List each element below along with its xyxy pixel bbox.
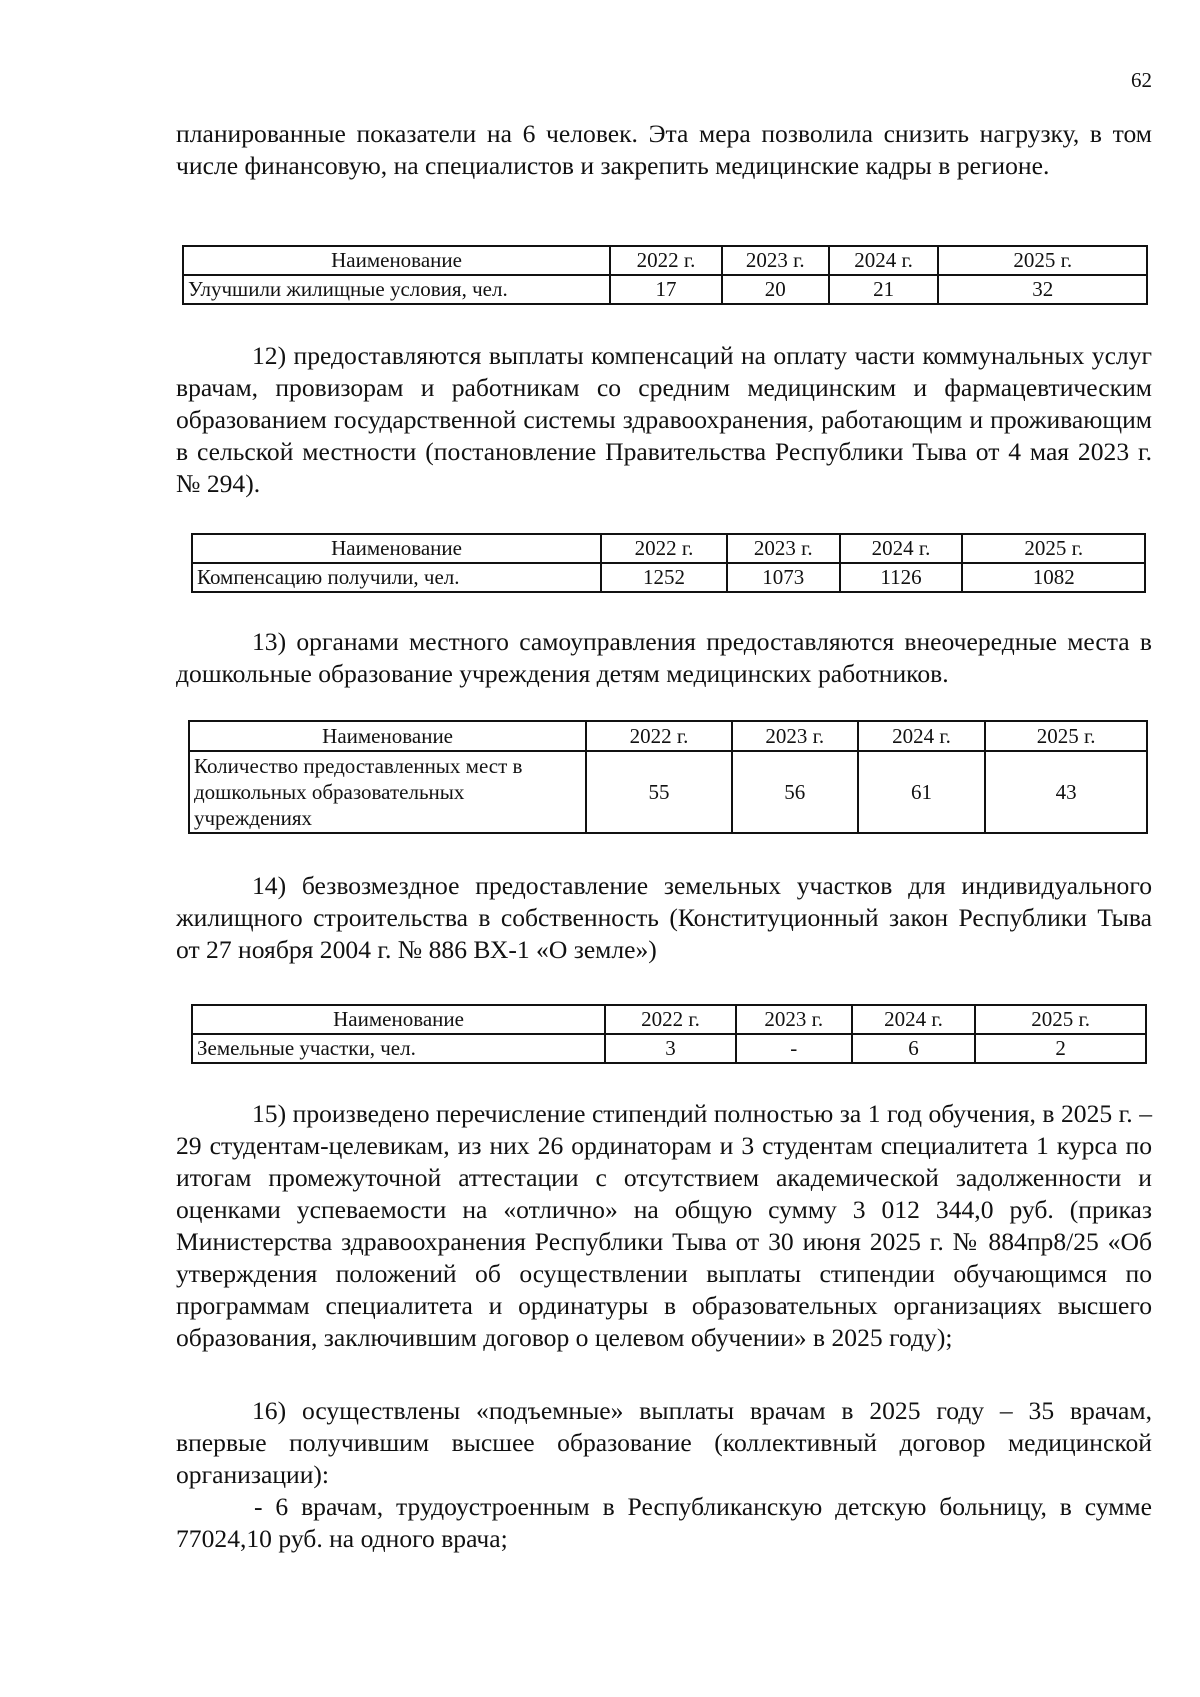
table-row <box>189 751 1147 833</box>
table-row <box>192 1034 1146 1063</box>
table-cell: Земельные участки, чел. <box>192 1034 605 1063</box>
paragraph-16: 16) осуществлены «подъемные» выплаты врачам в 2025 году – 35 врачам, впервые получившим высшее образование (коллективный договор медицинской организации): <box>176 1396 1152 1489</box>
paragraph-13: 13) органами местного самоуправления предоставляются внеочередные места в дошкольные образование учреждения детям медицинских работников. <box>176 627 1152 688</box>
table-cell: 1126 <box>840 563 963 592</box>
table-cell: 43 <box>985 751 1147 833</box>
table-header-row <box>192 1005 1146 1034</box>
header-cell: 2024 г. <box>829 246 939 275</box>
header-cell: 2022 г. <box>601 534 727 563</box>
header-cell: 2024 г. <box>852 1005 976 1034</box>
header-cell: Наименование <box>183 246 610 275</box>
table-compensation <box>191 533 1146 593</box>
table-cell: Улучшили жилищные условия, чел. <box>183 275 610 304</box>
table-cell: 2 <box>975 1034 1146 1063</box>
table-land <box>191 1004 1147 1064</box>
header-cell: Наименование <box>189 721 586 751</box>
header-cell: 2023 г. <box>736 1005 852 1034</box>
table-cell: 6 <box>852 1034 976 1063</box>
header-cell: 2025 г. <box>975 1005 1146 1034</box>
table-cell: 1252 <box>601 563 727 592</box>
header-cell: Наименование <box>192 1005 605 1034</box>
header-cell: Наименование <box>192 534 601 563</box>
table-cell: 32 <box>938 275 1147 304</box>
table-housing <box>182 245 1148 305</box>
header-cell: 2024 г. <box>840 534 963 563</box>
table-cell: 1073 <box>727 563 840 592</box>
table-cell: 17 <box>610 275 722 304</box>
header-cell: 2022 г. <box>586 721 732 751</box>
table-cell: 56 <box>732 751 858 833</box>
table-row <box>183 275 1147 304</box>
table-cell: - <box>736 1034 852 1063</box>
table-cell: 1082 <box>962 563 1145 592</box>
table-row <box>192 563 1145 592</box>
table-cell: Количество предоставленных мест в дошкольных образовательных учреждениях <box>189 751 586 833</box>
table-cell: 3 <box>605 1034 736 1063</box>
paragraph-16-list-item: - 6 врачам, трудоустроенным в Республиканскую детскую больницу, в сумме 77024,10 руб. на одного врача; <box>176 1492 1152 1553</box>
header-cell: 2025 г. <box>938 246 1147 275</box>
table-header-row <box>183 246 1147 275</box>
table-header-row <box>189 721 1147 751</box>
table-cell: 61 <box>858 751 986 833</box>
table-preschool <box>188 720 1148 834</box>
header-cell: 2022 г. <box>605 1005 736 1034</box>
table-cell: 21 <box>829 275 939 304</box>
paragraph-12: 12) предоставляются выплаты компенсаций на оплату части коммунальных услуг врачам, провизорам и работникам со средним медицинским и фармацевтическим образованием государственной системы здравоохранения, работающим и проживающим в сельской местности (постановление Правительства Республики Тыва от 4 мая 2023 г. № 294). <box>176 341 1152 498</box>
table-cell: Компенсацию получили, чел. <box>192 563 601 592</box>
table-header-row <box>192 534 1145 563</box>
paragraph-intro: планированные показатели на 6 человек. Эта мера позволила снизить нагрузку, в том числе финансовую, на специалистов и закрепить медицинские кадры в регионе. <box>176 119 1152 180</box>
header-cell: 2024 г. <box>858 721 986 751</box>
paragraph-15: 15) произведено перечисление стипендий полностью за 1 год обучения, в 2025 г. – 29 студентам-целевикам, из них 26 ординаторам и 3 студентам специалитета 1 курса по итогам промежуточной аттестации с отсутствием академической задолженности и оценками успеваемости на «отлично» на общую сумму 3 012 344,0 руб. (приказ Министерства здравоохранения Республики Тыва от 30 июня 2025 г. № 884пр8/25 «Об утверждения положений об осуществлении выплаты стипендии обучающимся по программам специалитета и ординатуры в образовательных организациях высшего образования, заключившим договор о целевом обучении» в 2025 году); <box>176 1099 1152 1352</box>
header-cell: 2025 г. <box>985 721 1147 751</box>
header-cell: 2023 г. <box>722 246 829 275</box>
header-cell: 2023 г. <box>727 534 840 563</box>
paragraph-14: 14) безвозмездное предоставление земельных участков для индивидуального жилищного строительства в собственность (Конституционный закон Республики Тыва от 27 ноября 2004 г. № 886 ВХ-1 «О земле») <box>176 871 1152 964</box>
header-cell: 2023 г. <box>732 721 858 751</box>
header-cell: 2022 г. <box>610 246 722 275</box>
table-cell: 20 <box>722 275 829 304</box>
table-cell: 55 <box>586 751 732 833</box>
page-number: 62 <box>1131 68 1152 92</box>
header-cell: 2025 г. <box>962 534 1145 563</box>
